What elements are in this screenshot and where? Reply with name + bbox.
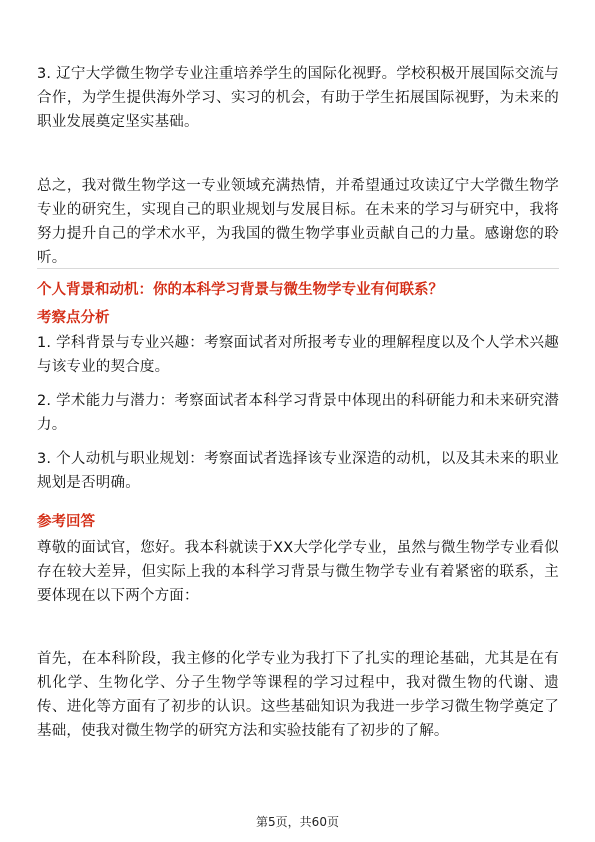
section-divider — [37, 268, 559, 269]
analysis-item: 3. 个人动机与职业规划：考察面试者选择该专业深造的动机，以及其未来的职业规划是否明确。 — [37, 451, 559, 491]
answer-heading: 参考回答 — [37, 514, 95, 530]
paragraph-conclusion: 总之，我对微生物学这一专业领域充满热情，并希望通过攻读辽宁大学微生物学专业的研究生，实现自己的职业规划与发展目标。在未来的学习与研究中，我将努力提升自己的学术水平，为我国的微生物学事业贡献自己的力量。感谢您的聆听。 — [37, 178, 559, 266]
answer-paragraph: 首先，在本科阶段，我主修的化学专业为我打下了扎实的理论基础，尤其是在有机化学、生物化学、分子生物学等课程的学习过程中，我对微生物的代谢、遗传、进化等方面有了初步的认识。这些基础知识为我进一步学习微生物学奠定了基础，使我对微生物学的研究方法和实验技能有了初步的了解。 — [37, 651, 559, 739]
answer-paragraph: 尊敬的面试官，您好。我本科就读于XX大学化学专业，虽然与微生物学专业看似存在较大差异，但实际上我的本科学习背景与微生物学专业有着紧密的联系，主要体现在以下两个方面： — [37, 540, 559, 604]
page-number: 第5页，共60页 — [256, 815, 339, 829]
analysis-item: 2. 学术能力与潜力：考察面试者本科学习背景中体现出的科研能力和未来研究潜力。 — [37, 393, 559, 433]
interview-question: 个人背景和动机：你的本科学习背景与微生物学专业有何联系？ — [37, 282, 443, 298]
analysis-item: 1. 学科背景与专业兴趣：考察面试者对所报考专业的理解程度以及个人学术兴趣与该专业的契合度。 — [37, 335, 559, 375]
paragraph-international-vision: 3. 辽宁大学微生物学专业注重培养学生的国际化视野。学校积极开展国际交流与合作，为学生提供海外学习、实习的机会，有助于学生拓展国际视野，为未来的职业发展奠定坚实基础。 — [37, 66, 559, 130]
analysis-heading: 考察点分析 — [37, 310, 110, 326]
